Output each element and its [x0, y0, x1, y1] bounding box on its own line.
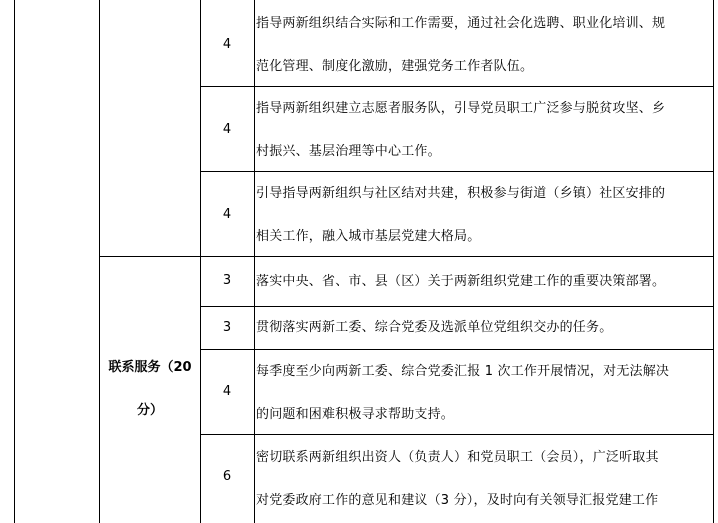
row-score: 4 [222, 384, 232, 399]
column-divider-3 [254, 0, 255, 523]
row-content: 指导两新组织结合实际和工作需要，通过社会化选聘、职业化培训、规 范化管理、制度化激励，建强党务工作者队伍。 [256, 16, 666, 74]
row-content: 每季度至少向两新工委、综合党委汇报 1 次工作开展情况，对无法解决 的问题和困难积极寻求帮助支持。 [256, 364, 670, 422]
row-content: 指导两新组织建立志愿者服务队，引导党员职工广泛参与脱贫攻坚、乡 村振兴、基层治理等中心工作。 [256, 101, 666, 159]
table-border-left [14, 0, 15, 523]
row-content: 落实中央、省、市、县（区）关于两新组织党建工作的重要决策部署。 [256, 274, 666, 289]
row-score: 4 [222, 207, 232, 222]
column-divider-2 [200, 0, 201, 523]
row-score: 4 [222, 122, 232, 137]
category-cell: 联系服务（20 分） [108, 360, 192, 418]
row-content: 引导指导两新组织与社区结对共建，积极参与街道（乡镇）社区安排的 相关工作，融入城市基层党建大格局。 [256, 186, 666, 244]
row-score: 3 [222, 273, 232, 288]
column-divider-1 [99, 0, 100, 523]
row-content: 密切联系两新组织出资人（负责人）和党员职工（会员），广泛听取其 对党委政府工作的意见和建议（3 分），及时向有关领导汇报党建工作 [256, 450, 659, 508]
table-border-right [713, 0, 714, 523]
row-score: 4 [222, 37, 232, 52]
row-content: 贯彻落实两新工委、综合党委及选派单位党组织交办的任务。 [256, 320, 613, 335]
row-score: 6 [222, 469, 232, 484]
row-score: 3 [222, 320, 232, 335]
